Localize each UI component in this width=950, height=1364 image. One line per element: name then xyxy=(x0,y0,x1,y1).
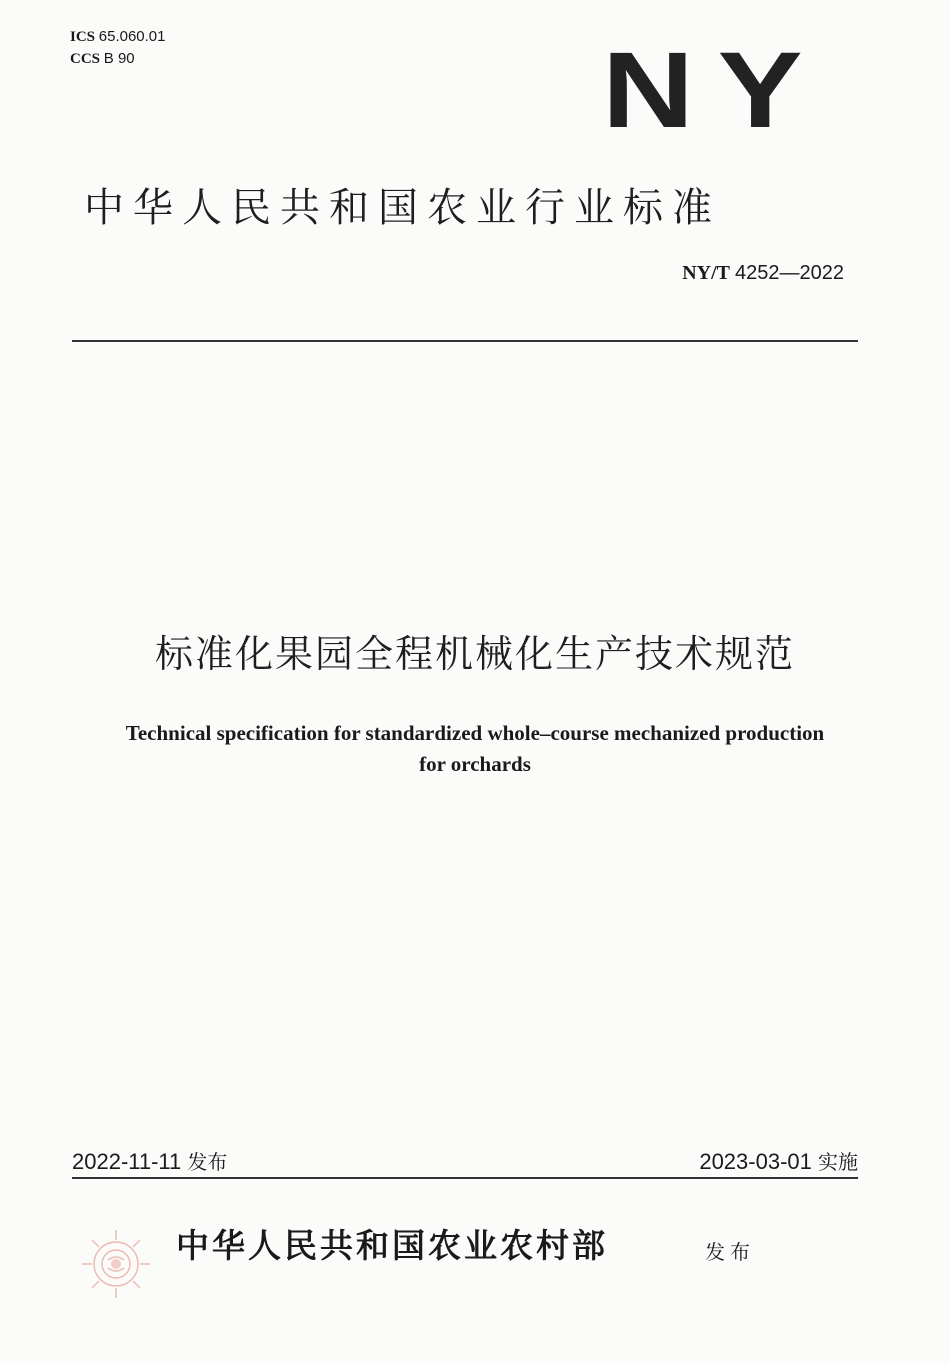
implement-date-suffix: 实施 xyxy=(818,1150,858,1174)
title-english-line-2: for orchards xyxy=(419,752,531,776)
standard-number-value: 4252—2022 xyxy=(735,262,844,284)
ccs-label: CCS xyxy=(70,51,101,67)
ny-logo: NY xyxy=(601,29,827,150)
ics-code-line xyxy=(70,26,166,48)
date-row xyxy=(72,1146,858,1178)
standard-number xyxy=(682,260,844,286)
standard-number-prefix: NY/T xyxy=(682,262,731,284)
ccs-code-line xyxy=(70,48,166,70)
ministry-emblem-icon xyxy=(78,1226,154,1302)
document-title-english xyxy=(60,718,890,780)
implement-date-block xyxy=(699,1146,858,1175)
top-divider xyxy=(72,340,858,342)
issue-date-suffix: 发布 xyxy=(187,1150,228,1174)
ics-label: ICS xyxy=(70,29,96,45)
bottom-divider xyxy=(72,1177,858,1179)
issue-date: 2022-11-11 xyxy=(72,1149,182,1174)
implement-date: 2023-03-01 xyxy=(699,1149,812,1174)
standard-type-heading: 中华人民共和国农业行业标准 xyxy=(84,185,721,231)
issue-date-block xyxy=(72,1146,227,1175)
issuing-authority: 中华人民共和国农业农村部 xyxy=(176,1226,608,1265)
classification-codes xyxy=(70,26,166,70)
document-title-chinese: 标准化果园全程机械化生产技术规范 xyxy=(154,632,795,676)
issuing-authority-suffix: 发布 xyxy=(705,1240,755,1264)
title-english-line-1: Technical specification for standardized whole–course mechanized production xyxy=(125,721,825,745)
ccs-value: B 90 xyxy=(103,50,135,67)
ics-value: 65.060.01 xyxy=(98,28,166,45)
